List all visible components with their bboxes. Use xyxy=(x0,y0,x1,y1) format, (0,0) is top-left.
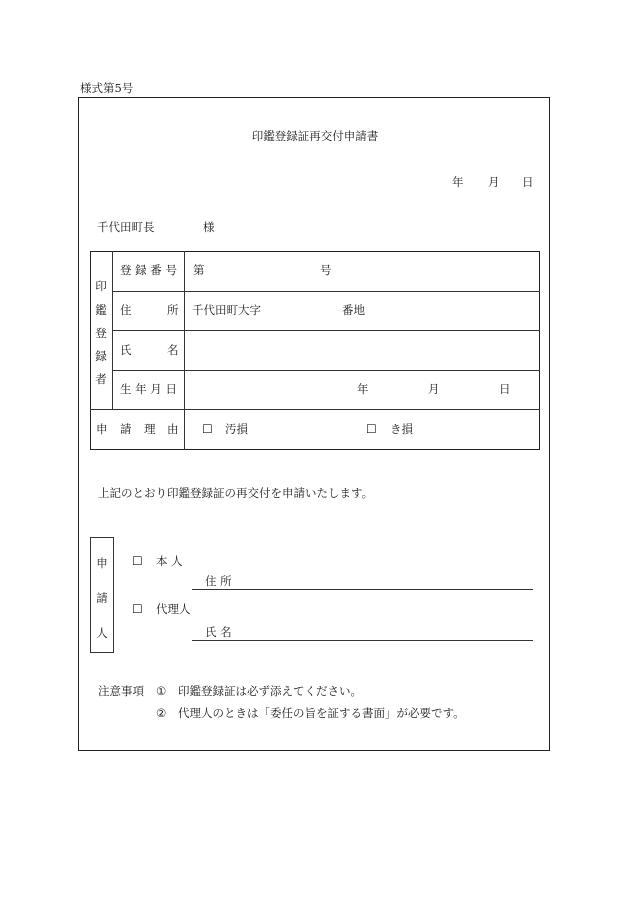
reg-number-suffix: 号 xyxy=(320,263,332,277)
date-day-label: 日 xyxy=(522,175,534,189)
application-statement: 上記のとおり印鑑登録証の再交付を申請いたします。 xyxy=(98,486,374,500)
reason-damaged-checkbox[interactable]: ☐ xyxy=(366,422,377,436)
notes-heading: 注意事項 xyxy=(98,684,144,698)
name-label-char: 氏 xyxy=(120,343,132,357)
reason-soiled-label: 汚損 xyxy=(225,422,248,436)
applicant-name-label: 氏 名 xyxy=(205,625,232,639)
reg-number-prefix: 第 xyxy=(193,263,205,277)
row-divider xyxy=(112,370,540,371)
applicant-label-char: 請 xyxy=(96,591,108,605)
reason-damaged-label: き損 xyxy=(390,422,413,436)
column-divider xyxy=(184,251,185,450)
applicant-name-line[interactable] xyxy=(192,640,533,641)
note-text: 代理人のときは「委任の旨を証する書面」が必要です。 xyxy=(178,706,465,720)
address-label-char: 所 xyxy=(167,303,179,317)
applicant-proxy-checkbox[interactable]: ☐ xyxy=(132,602,143,616)
row-divider xyxy=(90,409,540,410)
birthdate-month-label: 月 xyxy=(428,382,440,396)
applicant-label-char: 人 xyxy=(96,626,108,640)
registrant-label-char: 印 xyxy=(95,279,107,293)
applicant-self-checkbox[interactable]: ☐ xyxy=(132,554,143,568)
address-prefix: 千代田町大字 xyxy=(192,303,261,317)
note-marker: ② xyxy=(156,706,167,720)
recipient-name: 千代田町長 xyxy=(97,220,155,234)
reason-soiled-checkbox[interactable]: ☐ xyxy=(202,422,213,436)
address-suffix: 番地 xyxy=(342,303,365,317)
registrant-label-char: 鑑 xyxy=(95,303,107,317)
form-title: 印鑑登録証再交付申請書 xyxy=(251,129,379,143)
note-marker: ① xyxy=(156,684,167,698)
row-divider xyxy=(112,330,540,331)
address-label-char: 住 xyxy=(120,303,132,317)
reason-label-char: 理 xyxy=(144,422,156,436)
recipient-honorific: 様 xyxy=(203,220,215,234)
reg-number-label: 登 録 番 号 xyxy=(120,263,177,277)
note-text: 印鑑登録証は必ず添えてください。 xyxy=(178,684,362,698)
reason-label-char: 申 xyxy=(96,422,108,436)
name-label-char: 名 xyxy=(167,343,179,357)
birthdate-label: 生 年 月 日 xyxy=(120,382,177,396)
applicant-address-line[interactable] xyxy=(192,589,533,590)
applicant-address-label: 住 所 xyxy=(205,574,232,588)
birthdate-day-label: 日 xyxy=(499,382,511,396)
birthdate-year-label: 年 xyxy=(357,382,369,396)
registrant-label-char: 録 xyxy=(95,349,107,363)
row-divider xyxy=(112,291,540,292)
registration-table xyxy=(90,251,540,450)
applicant-proxy-label: 代理人 xyxy=(156,602,191,616)
applicant-label-char: 申 xyxy=(96,556,108,570)
reason-label-char: 由 xyxy=(167,422,179,436)
registrant-label-char: 者 xyxy=(95,372,107,386)
registrant-label-char: 登 xyxy=(95,326,107,340)
applicant-self-label: 本 人 xyxy=(156,554,183,568)
reason-label-char: 請 xyxy=(120,422,132,436)
date-month-label: 月 xyxy=(488,175,500,189)
date-year-label: 年 xyxy=(452,175,464,189)
form-number: 様式第5号 xyxy=(80,81,134,95)
